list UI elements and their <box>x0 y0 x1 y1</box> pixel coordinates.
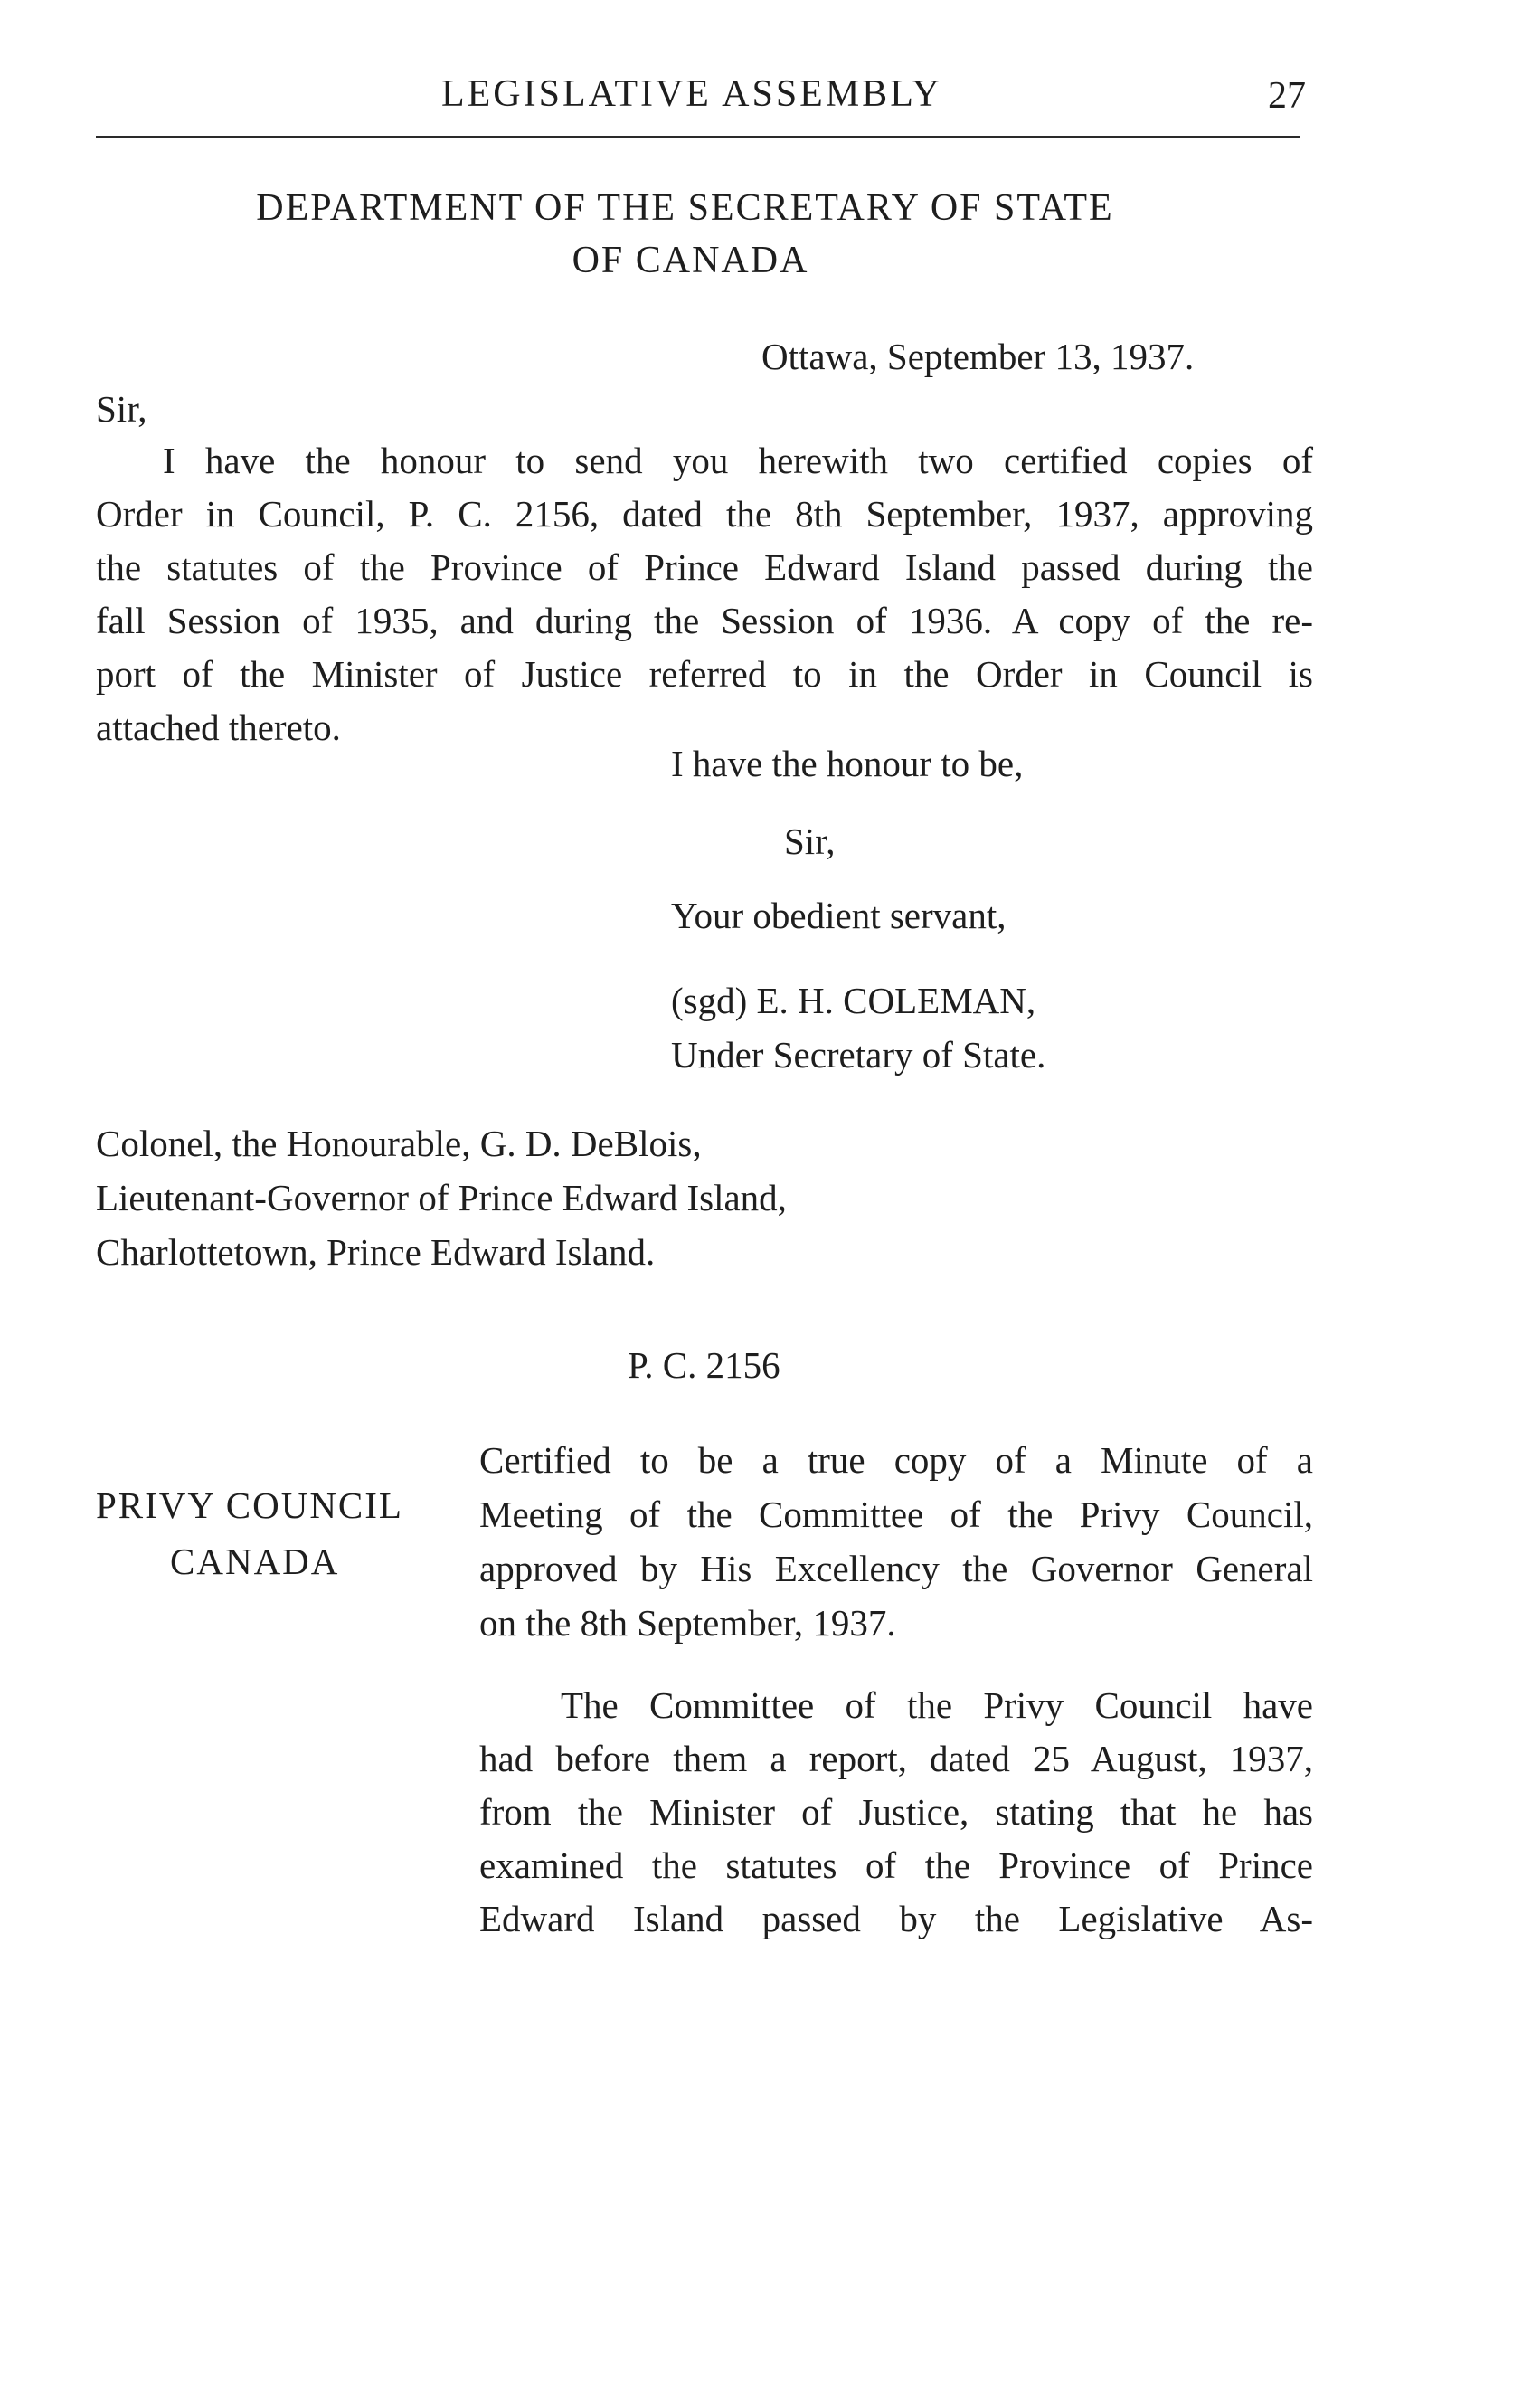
page-number: 27 <box>1268 75 1306 117</box>
paragraph-line: attached thereto. <box>96 706 341 748</box>
letter-date: Ottawa, September 13, 1937. <box>761 336 1195 377</box>
report-paragraph <box>479 1679 1313 1946</box>
closing-servant: Your obedient servant, <box>671 895 1007 936</box>
paragraph-line: port of the Minister of Justice referred to in the Order in Council is <box>96 653 1313 695</box>
department-heading-line2: OF CANADA <box>572 240 809 281</box>
header-rule <box>96 136 1300 138</box>
certification-line: approved by His Excellency the Governor General <box>479 1548 1313 1589</box>
signatory-title: Under Secretary of State. <box>671 1034 1046 1076</box>
addressee-line: Colonel, the Honourable, G. D. DeBlois, <box>96 1123 702 1164</box>
paragraph-line: I have the honour to send you herewith two certified copies of <box>163 440 1313 481</box>
certification-line: Meeting of the Committee of the Privy Council, <box>479 1493 1313 1535</box>
report-line: Edward Island passed by the Legislative As- <box>479 1898 1313 1939</box>
paragraph-line: the statutes of the Province of Prince Edward Island passed during the <box>96 546 1313 588</box>
paragraph-line: fall Session of 1935, and during the Session of 1936. A copy of the re- <box>96 600 1313 641</box>
order-number: P. C. 2156 <box>628 1344 780 1386</box>
letter-paragraph <box>96 434 1313 754</box>
report-line: The Committee of the Privy Council have <box>561 1684 1313 1726</box>
certification-line: Certified to be a true copy of a Minute of a <box>479 1439 1313 1481</box>
signature: (sgd) E. H. COLEMAN, <box>671 980 1036 1021</box>
privy-council-label: PRIVY COUNCIL <box>96 1484 403 1526</box>
addressee-line: Lieutenant-Governor of Prince Edward Island, <box>96 1177 787 1218</box>
closing-line: I have the honour to be, <box>671 743 1024 784</box>
department-heading-line1: DEPARTMENT OF THE SECRETARY OF STATE <box>256 187 1114 229</box>
report-line: examined the statutes of the Province of Prince <box>479 1844 1313 1886</box>
canada-label: CANADA <box>170 1541 340 1582</box>
report-line: from the Minister of Justice, stating that he has <box>479 1791 1313 1833</box>
report-line: had before them a report, dated 25 August, 1937, <box>479 1738 1313 1779</box>
certification-line: on the 8th September, 1937. <box>479 1602 896 1644</box>
running-head: LEGISLATIVE ASSEMBLY <box>441 73 942 115</box>
addressee-line: Charlottetown, Prince Edward Island. <box>96 1231 656 1273</box>
letter-salutation: Sir, <box>96 388 147 430</box>
certification-block <box>479 1433 1313 1650</box>
paragraph-line: Order in Council, P. C. 2156, dated the 8th September, 1937, approving <box>96 493 1313 535</box>
closing-sir: Sir, <box>784 820 836 862</box>
